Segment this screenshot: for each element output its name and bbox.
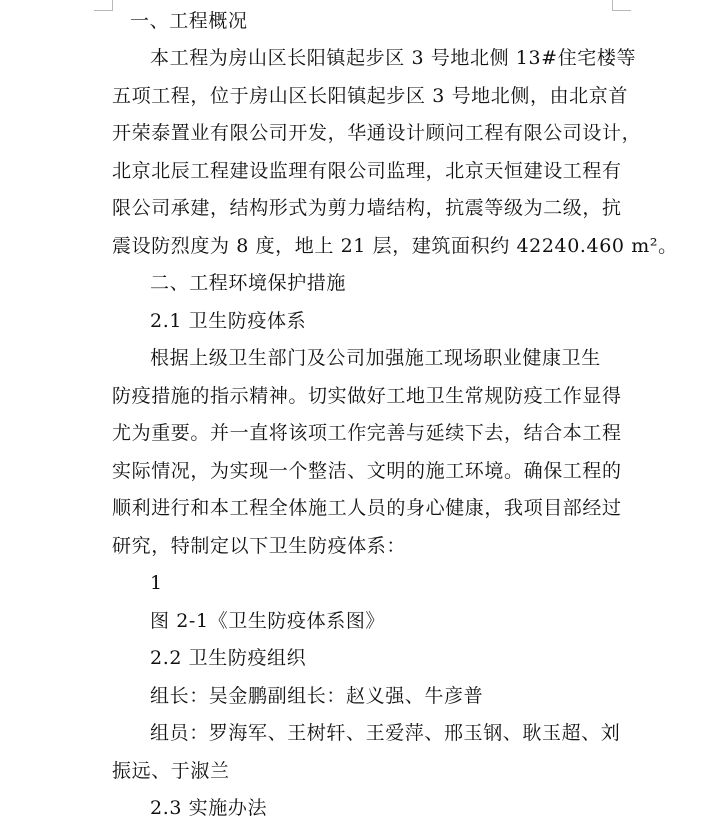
members-line: 振远、于淑兰 [112, 760, 230, 782]
crop-mark-right [612, 0, 631, 11]
leaders-line: 组长：吴金鹏副组长：赵义强、牛彦普 [150, 685, 484, 707]
paragraph-line: 北京北辰工程建设监理有限公司监理，北京天恒建设工程有 [112, 160, 622, 182]
paragraph-line: 开荣泰置业有限公司开发，华通设计顾问工程有限公司设计， [112, 122, 642, 144]
paragraph-line: 本工程为房山区长阳镇起步区 3 号地北侧 13#住宅楼等 [150, 47, 637, 69]
section1-heading: 一、工程概况 [130, 10, 248, 32]
figure-number: 1 [150, 572, 163, 594]
paragraph-line: 限公司承建，结构形式为剪力墙结构，抗震等级为二级，抗 [112, 197, 622, 219]
subsection-2-2-heading: 2.2 卫生防疫组织 [150, 647, 307, 669]
paragraph-line: 五项工程，位于房山区长阳镇起步区 3 号地北侧，由北京首 [112, 85, 628, 107]
paragraph-line: 防疫措施的指示精神。切实做好工地卫生常规防疫工作显得 [112, 385, 622, 407]
paragraph-line: 实际情况，为实现一个整洁、文明的施工环境。确保工程的 [112, 460, 622, 482]
paragraph-line: 尤为重要。并一直将该项工作完善与延续下去，结合本工程 [112, 422, 622, 444]
paragraph-line: 震设防烈度为 8 度，地上 21 层，建筑面积约 42240.460 m²。 [112, 235, 678, 257]
figure-caption: 图 2-1《卫生防疫体系图》 [150, 610, 386, 632]
paragraph-line: 研究，特制定以下卫生防疫体系： [112, 535, 407, 557]
crop-mark-left [94, 0, 113, 11]
subsection-2-1-heading: 2.1 卫生防疫体系 [150, 310, 307, 332]
members-line: 组员：罗海军、王树轩、王爱萍、邢玉钢、耿玉超、刘 [150, 722, 621, 744]
section2-heading: 二、工程环境保护措施 [150, 272, 347, 294]
paragraph-line: 顺利进行和本工程全体施工人员的身心健康，我项目部经过 [112, 497, 622, 519]
subsection-2-3-heading: 2.3 实施办法 [150, 797, 268, 819]
paragraph-line: 根据上级卫生部门及公司加强施工现场职业健康卫生 [150, 347, 601, 369]
